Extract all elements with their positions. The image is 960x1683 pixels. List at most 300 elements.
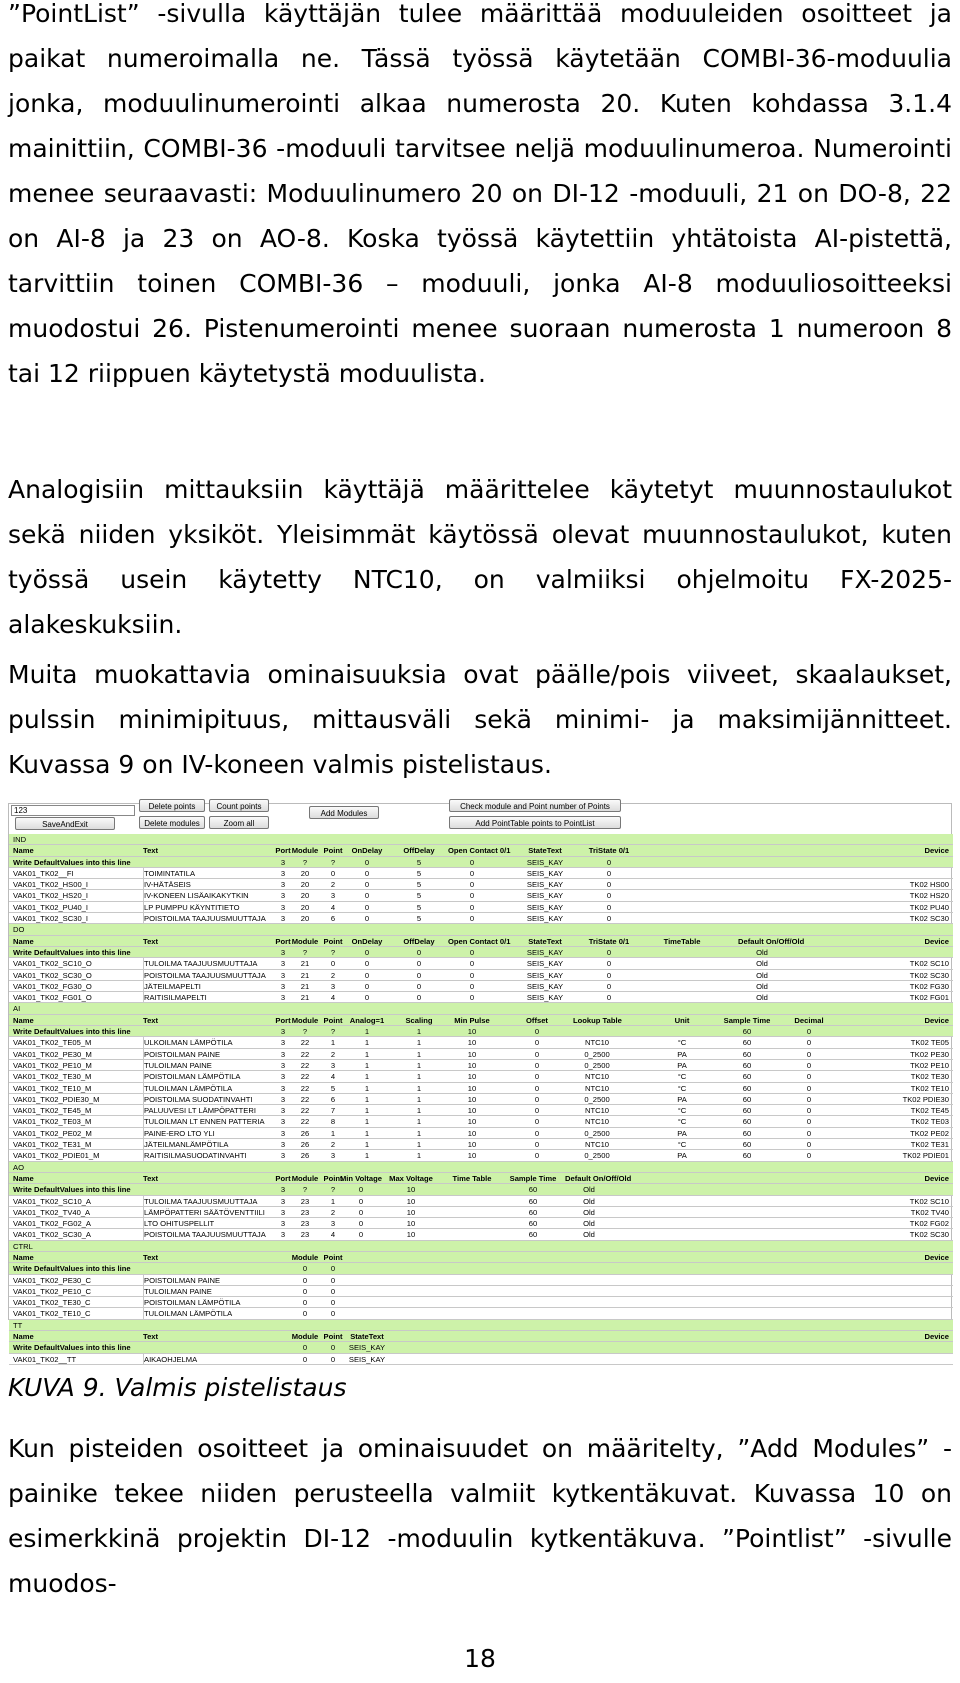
table-row[interactable] xyxy=(9,992,953,1003)
table-cell[interactable]: 22 xyxy=(300,1083,310,1093)
table-cell[interactable]: 1 xyxy=(364,1038,370,1048)
default-value[interactable]: 0 xyxy=(358,1185,364,1195)
table-cell[interactable]: LÄMPÖPATTERI SÄÄTÖVENTTIILI xyxy=(144,1207,265,1217)
table-cell[interactable]: TULOILMAN PAINE xyxy=(144,1286,212,1296)
table-cell[interactable]: 0 xyxy=(469,959,475,969)
table-cell[interactable]: VAK01_TK02_TE45_M xyxy=(13,1106,92,1116)
table-row[interactable] xyxy=(9,1275,953,1286)
default-value[interactable]: 0 xyxy=(416,947,422,957)
table-cell[interactable]: 0 xyxy=(358,1230,364,1240)
table-row[interactable] xyxy=(9,1354,953,1365)
column-header[interactable]: Module xyxy=(291,1173,319,1183)
table-cell[interactable]: 60 xyxy=(742,1094,752,1104)
default-value[interactable]: ? xyxy=(330,1185,336,1195)
table-cell[interactable]: 0 xyxy=(364,891,370,901)
table-cell[interactable]: 1 xyxy=(416,1106,422,1116)
table-cell[interactable]: 60 xyxy=(528,1219,538,1229)
table-cell[interactable]: TULOILMAN LÄMPÖTILA xyxy=(144,1309,233,1319)
table-cell[interactable]: 2 xyxy=(330,970,336,980)
table-cell[interactable]: 10 xyxy=(467,1151,477,1161)
count-points-button[interactable]: Count points xyxy=(209,799,269,812)
table-cell[interactable]: 0 xyxy=(416,981,422,991)
column-header[interactable]: Default On/Off/Old xyxy=(738,936,805,946)
table-cell[interactable]: 1 xyxy=(330,1196,336,1206)
table-cell[interactable]: 3 xyxy=(280,1072,286,1082)
table-row[interactable] xyxy=(9,913,953,924)
default-value[interactable]: ? xyxy=(330,857,336,867)
table-cell[interactable]: VAK01_TK02_SC30_O xyxy=(13,970,92,980)
table-cell[interactable]: VAK01_TK02_PU40_I xyxy=(13,902,89,912)
column-header[interactable]: Name xyxy=(13,1332,34,1342)
table-cell[interactable]: 3 xyxy=(280,1140,286,1150)
table-cell[interactable]: 60 xyxy=(742,1151,752,1161)
table-cell[interactable]: IV-KONEEN LISÄAIKAKYTKIN xyxy=(144,891,249,901)
table-cell[interactable]: TK02 TE05 xyxy=(910,1038,949,1048)
table-cell[interactable]: 1 xyxy=(416,1060,422,1070)
default-value[interactable]: SEIS_KAY xyxy=(526,857,564,867)
table-row[interactable] xyxy=(9,958,953,969)
column-header[interactable]: Module xyxy=(291,1015,319,1025)
default-value[interactable]: 3 xyxy=(280,947,286,957)
table-cell[interactable]: 1 xyxy=(416,1038,422,1048)
table-cell[interactable]: 23 xyxy=(300,1196,310,1206)
table-cell[interactable]: 26 xyxy=(300,1140,310,1150)
table-cell[interactable]: 22 xyxy=(300,1060,310,1070)
table-cell[interactable]: 20 xyxy=(300,880,310,890)
table-cell[interactable]: 0 xyxy=(534,1083,540,1093)
table-cell[interactable]: 3 xyxy=(280,1106,286,1116)
table-cell[interactable]: 0 xyxy=(364,970,370,980)
table-cell[interactable]: 0_2500 xyxy=(584,1049,610,1059)
table-cell[interactable]: 0 xyxy=(806,1151,812,1161)
table-cell[interactable]: 5 xyxy=(416,902,422,912)
table-cell[interactable]: °C xyxy=(677,1072,687,1082)
default-value[interactable]: 0 xyxy=(330,1343,336,1353)
table-cell[interactable]: 1 xyxy=(364,1083,370,1093)
table-cell[interactable]: 3 xyxy=(280,902,286,912)
table-cell[interactable]: 0 xyxy=(364,868,370,878)
table-row[interactable] xyxy=(9,879,953,890)
table-cell[interactable]: 22 xyxy=(300,1117,310,1127)
table-cell[interactable]: 0 xyxy=(534,1117,540,1127)
table-cell[interactable]: VAK01_TK02_PE30_C xyxy=(13,1275,91,1285)
defaults-label[interactable]: Write DefaultValues into this line xyxy=(13,1185,131,1195)
defaults-row[interactable] xyxy=(9,1184,953,1195)
table-row[interactable] xyxy=(9,902,953,913)
table-cell[interactable]: 26 xyxy=(300,1151,310,1161)
table-cell[interactable]: 10 xyxy=(467,1049,477,1059)
table-row[interactable] xyxy=(9,1037,953,1048)
table-cell[interactable]: 10 xyxy=(467,1106,477,1116)
section-title[interactable]: TT xyxy=(13,1320,23,1330)
table-cell[interactable]: 0_2500 xyxy=(584,1094,610,1104)
table-cell[interactable]: 20 xyxy=(300,868,310,878)
table-cell[interactable]: VAK01_TK02_PDIE01_M xyxy=(13,1151,100,1161)
table-cell[interactable]: 20 xyxy=(300,902,310,912)
column-header[interactable]: Text xyxy=(143,1332,159,1342)
table-cell[interactable]: Old xyxy=(583,1196,595,1206)
table-cell[interactable]: 3 xyxy=(280,1207,286,1217)
defaults-label[interactable]: Write DefaultValues into this line xyxy=(13,947,131,957)
table-cell[interactable]: 0 xyxy=(806,1072,812,1082)
table-cell[interactable]: 60 xyxy=(528,1230,538,1240)
table-cell[interactable]: VAK01_TK02_SC30_A xyxy=(13,1230,91,1240)
table-cell[interactable]: °C xyxy=(677,1106,687,1116)
table-cell[interactable]: SEIS_KAY xyxy=(526,970,564,980)
table-cell[interactable]: 10 xyxy=(467,1072,477,1082)
table-cell[interactable]: TK02 FG02 xyxy=(909,1219,949,1229)
table-cell[interactable]: 0_2500 xyxy=(584,1060,610,1070)
defaults-row[interactable] xyxy=(9,1263,953,1274)
column-header[interactable]: Text xyxy=(143,1252,159,1262)
table-cell[interactable]: 0 xyxy=(534,1140,540,1150)
section-title[interactable]: AI xyxy=(13,1004,21,1014)
table-row[interactable] xyxy=(9,1286,953,1297)
table-cell[interactable]: 0 xyxy=(469,880,475,890)
table-cell[interactable]: 0 xyxy=(469,970,475,980)
table-cell[interactable]: 0 xyxy=(302,1354,308,1364)
table-cell[interactable]: JÄTEILMANLÄMPÖTILA xyxy=(144,1140,229,1150)
table-cell[interactable]: 0 xyxy=(364,993,370,1003)
table-cell[interactable]: 1 xyxy=(416,1083,422,1093)
table-cell[interactable]: PALUUVESI LT LÄMPÖPATTERI xyxy=(144,1106,256,1116)
table-cell[interactable]: 0 xyxy=(469,993,475,1003)
table-cell[interactable]: °C xyxy=(677,1038,687,1048)
table-row[interactable] xyxy=(9,1196,953,1207)
table-row[interactable] xyxy=(9,1071,953,1082)
table-cell[interactable]: VAK01_TK02_TE03_M xyxy=(13,1117,92,1127)
table-cell[interactable]: 1 xyxy=(330,1128,336,1138)
table-cell[interactable]: 0 xyxy=(302,1286,308,1296)
table-cell[interactable]: 0 xyxy=(806,1140,812,1150)
table-cell[interactable]: 0 xyxy=(534,1106,540,1116)
table-cell[interactable]: 4 xyxy=(330,1072,336,1082)
table-cell[interactable]: 23 xyxy=(300,1219,310,1229)
table-row[interactable] xyxy=(9,1060,953,1071)
table-cell[interactable]: 0 xyxy=(469,902,475,912)
default-value[interactable]: 3 xyxy=(280,1185,286,1195)
column-header[interactable]: Name xyxy=(13,1252,34,1262)
table-cell[interactable]: RAITISILMASUODATINVAHTI xyxy=(144,1151,247,1161)
column-header[interactable]: OffDelay xyxy=(403,936,435,946)
column-header[interactable]: Min Voltage xyxy=(339,1173,383,1183)
table-cell[interactable]: VAK01_TK02_PE10_M xyxy=(13,1060,92,1070)
table-cell[interactable]: 60 xyxy=(742,1128,752,1138)
table-cell[interactable]: NTC10 xyxy=(584,1140,610,1150)
defaults-row[interactable] xyxy=(9,857,953,868)
delete-points-button[interactable]: Delete points xyxy=(139,799,205,812)
default-value[interactable]: 10 xyxy=(406,1185,416,1195)
table-cell[interactable]: 0 xyxy=(606,902,612,912)
table-cell[interactable]: 3 xyxy=(280,1049,286,1059)
table-row[interactable] xyxy=(9,981,953,992)
table-cell[interactable]: TK02 SC10 xyxy=(909,1196,949,1206)
table-cell[interactable]: 1 xyxy=(364,1060,370,1070)
table-cell[interactable]: SEIS_KAY xyxy=(526,880,564,890)
table-cell[interactable]: 0 xyxy=(416,970,422,980)
table-cell[interactable]: 3 xyxy=(280,1117,286,1127)
defaults-row[interactable] xyxy=(9,947,953,958)
column-header[interactable]: Offset xyxy=(526,1015,548,1025)
table-cell[interactable]: Old xyxy=(756,981,768,991)
column-header[interactable]: TimeTable xyxy=(663,936,701,946)
column-header[interactable]: Scaling xyxy=(405,1015,433,1025)
column-header[interactable]: Module xyxy=(291,846,319,856)
table-cell[interactable]: 20 xyxy=(300,891,310,901)
table-cell[interactable]: 1 xyxy=(364,1072,370,1082)
table-cell[interactable]: 0 xyxy=(330,1354,336,1364)
table-cell[interactable]: 2 xyxy=(330,880,336,890)
column-header[interactable]: StateText xyxy=(528,936,562,946)
table-cell[interactable]: TK02 PE02 xyxy=(910,1128,949,1138)
table-cell[interactable]: VAK01_TK02_FG02_A xyxy=(13,1219,91,1229)
table-cell[interactable]: 5 xyxy=(416,880,422,890)
table-cell[interactable]: 26 xyxy=(300,1128,310,1138)
table-cell[interactable]: 0 xyxy=(534,1128,540,1138)
table-cell[interactable]: 0 xyxy=(534,1049,540,1059)
table-cell[interactable]: 0 xyxy=(330,1309,336,1319)
table-cell[interactable]: SEIS_KAY xyxy=(526,959,564,969)
table-cell[interactable]: 22 xyxy=(300,1038,310,1048)
table-cell[interactable]: VAK01_TK02__TT xyxy=(13,1354,77,1364)
table-row[interactable] xyxy=(9,1139,953,1150)
table-cell[interactable]: VAK01_TK02_TE30_M xyxy=(13,1072,92,1082)
table-cell[interactable]: 10 xyxy=(467,1060,477,1070)
table-cell[interactable]: Old xyxy=(756,959,768,969)
section-title[interactable]: AO xyxy=(13,1162,24,1172)
table-cell[interactable]: 10 xyxy=(406,1207,416,1217)
defaults-label[interactable]: Write DefaultValues into this line xyxy=(13,857,131,867)
table-cell[interactable]: 3 xyxy=(280,1038,286,1048)
table-cell[interactable]: 1 xyxy=(364,1151,370,1161)
table-cell[interactable]: VAK01_TK02_PE02_M xyxy=(13,1128,92,1138)
table-cell[interactable]: TULOILMA TAAJUUSMUUTTAJA xyxy=(144,959,258,969)
table-cell[interactable]: POISTOILMAN PAINE xyxy=(144,1275,221,1285)
table-row[interactable] xyxy=(9,1297,953,1308)
table-cell[interactable]: 0 xyxy=(469,891,475,901)
table-cell[interactable]: 0 xyxy=(534,1038,540,1048)
table-cell[interactable]: VAK01_TK02_TE10_C xyxy=(13,1309,91,1319)
default-value[interactable]: Old xyxy=(583,1185,595,1195)
table-cell[interactable]: TULOILMAN LT ENNEN PATTERIA xyxy=(144,1117,265,1127)
table-cell[interactable]: 5 xyxy=(330,1083,336,1093)
table-cell[interactable]: 0 xyxy=(416,959,422,969)
table-cell[interactable]: VAK01_TK02_HS20_I xyxy=(13,891,89,901)
table-cell[interactable]: 0 xyxy=(364,902,370,912)
table-cell[interactable]: POISTOILMA SUODATINVAHTI xyxy=(144,1094,253,1104)
table-cell[interactable]: 2 xyxy=(330,1140,336,1150)
table-cell[interactable]: 1 xyxy=(416,1049,422,1059)
table-cell[interactable]: 10 xyxy=(467,1128,477,1138)
column-header[interactable]: Name xyxy=(13,1173,34,1183)
table-cell[interactable]: 1 xyxy=(416,1094,422,1104)
table-cell[interactable]: TK02 HS20 xyxy=(909,891,949,901)
table-cell[interactable]: 3 xyxy=(280,868,286,878)
table-cell[interactable]: 3 xyxy=(280,1219,286,1229)
table-row[interactable] xyxy=(9,1049,953,1060)
table-cell[interactable]: 0 xyxy=(364,914,370,924)
table-cell[interactable]: TK02 TV40 xyxy=(910,1207,949,1217)
column-header[interactable]: TriState 0/1 xyxy=(588,846,630,856)
column-header[interactable]: Open Contact 0/1 xyxy=(448,846,511,856)
table-cell[interactable]: 1 xyxy=(416,1140,422,1150)
table-cell[interactable]: 0 xyxy=(302,1275,308,1285)
column-header[interactable]: Point xyxy=(323,936,343,946)
table-cell[interactable]: °C xyxy=(677,1117,687,1127)
table-cell[interactable]: TULOILMAN PAINE xyxy=(144,1060,212,1070)
table-cell[interactable]: SEIS_KAY xyxy=(526,891,564,901)
column-header[interactable]: Text xyxy=(143,846,159,856)
table-cell[interactable]: ULKOILMAN LÄMPÖTILA xyxy=(144,1038,233,1048)
table-cell[interactable]: 3 xyxy=(330,1151,336,1161)
table-cell[interactable]: PA xyxy=(677,1049,687,1059)
table-cell[interactable]: SEIS_KAY xyxy=(348,1354,386,1364)
table-row[interactable] xyxy=(9,890,953,901)
column-header[interactable]: Text xyxy=(143,936,159,946)
section-title[interactable]: IND xyxy=(13,835,27,844)
table-cell[interactable]: TK02 TE03 xyxy=(910,1117,949,1127)
table-cell[interactable]: TK02 PDIE01 xyxy=(902,1151,949,1161)
table-row[interactable] xyxy=(9,1083,953,1094)
column-header[interactable]: StateText xyxy=(528,846,562,856)
column-header[interactable]: Analog=1 xyxy=(349,1015,385,1025)
add-pointtable-button[interactable]: Add PointTable points to PointList xyxy=(449,816,621,829)
column-header[interactable]: Port xyxy=(275,1015,291,1025)
default-value[interactable]: 10 xyxy=(467,1027,477,1037)
column-header[interactable]: Open Contact 0/1 xyxy=(448,936,511,946)
table-cell[interactable]: 60 xyxy=(742,1140,752,1150)
table-cell[interactable]: 0 xyxy=(358,1207,364,1217)
column-header[interactable]: Text xyxy=(143,1015,159,1025)
table-cell[interactable]: 21 xyxy=(300,959,310,969)
table-cell[interactable]: 3 xyxy=(280,1128,286,1138)
table-cell[interactable]: NTC10 xyxy=(584,1083,610,1093)
column-header[interactable]: Sample Time xyxy=(509,1173,557,1183)
table-cell[interactable]: 0 xyxy=(806,1038,812,1048)
table-cell[interactable]: NTC10 xyxy=(584,1106,610,1116)
column-header[interactable]: Name xyxy=(13,1015,34,1025)
table-row[interactable] xyxy=(9,1116,953,1127)
default-value[interactable]: 1 xyxy=(364,1027,370,1037)
default-value[interactable]: 0 xyxy=(469,857,475,867)
table-cell[interactable]: 22 xyxy=(300,1072,310,1082)
column-header[interactable]: Name xyxy=(13,846,34,856)
table-cell[interactable]: PA xyxy=(677,1151,687,1161)
table-cell[interactable]: NTC10 xyxy=(584,1117,610,1127)
default-value[interactable]: ? xyxy=(330,947,336,957)
column-header[interactable]: StateText xyxy=(350,1332,384,1342)
table-cell[interactable]: 0 xyxy=(469,981,475,991)
column-header[interactable]: Lookup Table xyxy=(573,1015,622,1025)
table-cell[interactable]: 60 xyxy=(742,1106,752,1116)
table-cell[interactable]: 7 xyxy=(330,1106,336,1116)
default-value[interactable]: Old xyxy=(756,947,768,957)
table-cell[interactable]: NTC10 xyxy=(584,1038,610,1048)
table-cell[interactable]: 20 xyxy=(300,914,310,924)
default-value[interactable]: 0 xyxy=(364,857,370,867)
table-cell[interactable]: 0 xyxy=(806,1083,812,1093)
default-value[interactable]: 0 xyxy=(469,947,475,957)
table-cell[interactable]: 0 xyxy=(806,1049,812,1059)
table-cell[interactable]: 0 xyxy=(358,1196,364,1206)
table-cell[interactable]: SEIS_KAY xyxy=(526,914,564,924)
table-cell[interactable]: 23 xyxy=(300,1230,310,1240)
table-cell[interactable]: 0 xyxy=(606,868,612,878)
column-header[interactable]: Point xyxy=(323,1332,343,1342)
table-cell[interactable]: 0 xyxy=(364,981,370,991)
table-cell[interactable]: 3 xyxy=(280,880,286,890)
table-cell[interactable]: 1 xyxy=(364,1049,370,1059)
table-cell[interactable]: °C xyxy=(677,1083,687,1093)
column-header[interactable]: Module xyxy=(291,1252,319,1262)
table-cell[interactable]: 0 xyxy=(330,959,336,969)
table-cell[interactable]: 1 xyxy=(416,1151,422,1161)
default-value[interactable]: 3 xyxy=(280,1027,286,1037)
table-cell[interactable]: POISTOILMA TAAJUUSMUUTTAJA xyxy=(144,1230,266,1240)
table-cell[interactable]: 60 xyxy=(742,1049,752,1059)
column-header[interactable]: Point xyxy=(323,1252,343,1262)
table-cell[interactable]: 3 xyxy=(280,891,286,901)
table-cell[interactable]: VAK01_TK02_SC30_I xyxy=(13,914,89,924)
table-cell[interactable]: AIKAOHJELMA xyxy=(144,1354,198,1364)
table-cell[interactable]: 1 xyxy=(416,1117,422,1127)
column-header[interactable]: Device xyxy=(924,1015,949,1025)
table-cell[interactable]: TK02 HS00 xyxy=(909,880,949,890)
table-cell[interactable]: PA xyxy=(677,1094,687,1104)
default-value[interactable]: 0 xyxy=(302,1264,308,1274)
table-cell[interactable]: 10 xyxy=(406,1219,416,1229)
table-cell[interactable]: 0 xyxy=(534,1072,540,1082)
table-cell[interactable]: VAK01_TK02_SC10_A xyxy=(13,1196,91,1206)
table-cell[interactable]: 1 xyxy=(364,1117,370,1127)
column-header[interactable]: Port xyxy=(275,936,291,946)
table-cell[interactable]: 23 xyxy=(300,1207,310,1217)
table-cell[interactable]: 60 xyxy=(742,1038,752,1048)
table-cell[interactable]: POISTOILMAN PAINE xyxy=(144,1049,221,1059)
table-cell[interactable]: Old xyxy=(756,970,768,980)
table-cell[interactable]: VAK01_TK02_FG30_O xyxy=(13,981,92,991)
table-cell[interactable]: 3 xyxy=(280,1151,286,1161)
table-cell[interactable]: PA xyxy=(677,1128,687,1138)
table-cell[interactable]: 10 xyxy=(406,1230,416,1240)
table-cell[interactable]: 22 xyxy=(300,1049,310,1059)
table-row[interactable] xyxy=(9,1308,953,1319)
table-cell[interactable]: TOIMINTATILA xyxy=(144,868,196,878)
table-cell[interactable]: JÄTEILMAPELTI xyxy=(144,981,201,991)
table-cell[interactable]: TK02 PE10 xyxy=(910,1060,949,1070)
default-value[interactable]: 0 xyxy=(364,947,370,957)
table-cell[interactable]: 0 xyxy=(606,981,612,991)
table-cell[interactable]: 0 xyxy=(606,914,612,924)
table-cell[interactable]: 4 xyxy=(330,902,336,912)
table-cell[interactable]: 21 xyxy=(300,981,310,991)
default-value[interactable]: 0 xyxy=(302,1343,308,1353)
table-cell[interactable]: SEIS_KAY xyxy=(526,902,564,912)
table-cell[interactable]: VAK01_TK02_FG01_O xyxy=(13,993,92,1003)
check-numbers-button[interactable]: Check module and Point number of Points xyxy=(449,799,621,812)
column-header[interactable]: Time Table xyxy=(452,1173,492,1183)
table-cell[interactable]: 60 xyxy=(742,1117,752,1127)
column-header[interactable]: Device xyxy=(924,1173,949,1183)
table-cell[interactable]: 3 xyxy=(280,993,286,1003)
table-cell[interactable]: 10 xyxy=(467,1038,477,1048)
table-cell[interactable]: 0 xyxy=(606,880,612,890)
add-modules-button[interactable]: Add Modules xyxy=(309,806,379,819)
table-cell[interactable]: 2 xyxy=(330,1049,336,1059)
table-row[interactable] xyxy=(9,1218,953,1229)
table-cell[interactable]: 0 xyxy=(302,1298,308,1308)
table-cell[interactable]: 1 xyxy=(330,1038,336,1048)
